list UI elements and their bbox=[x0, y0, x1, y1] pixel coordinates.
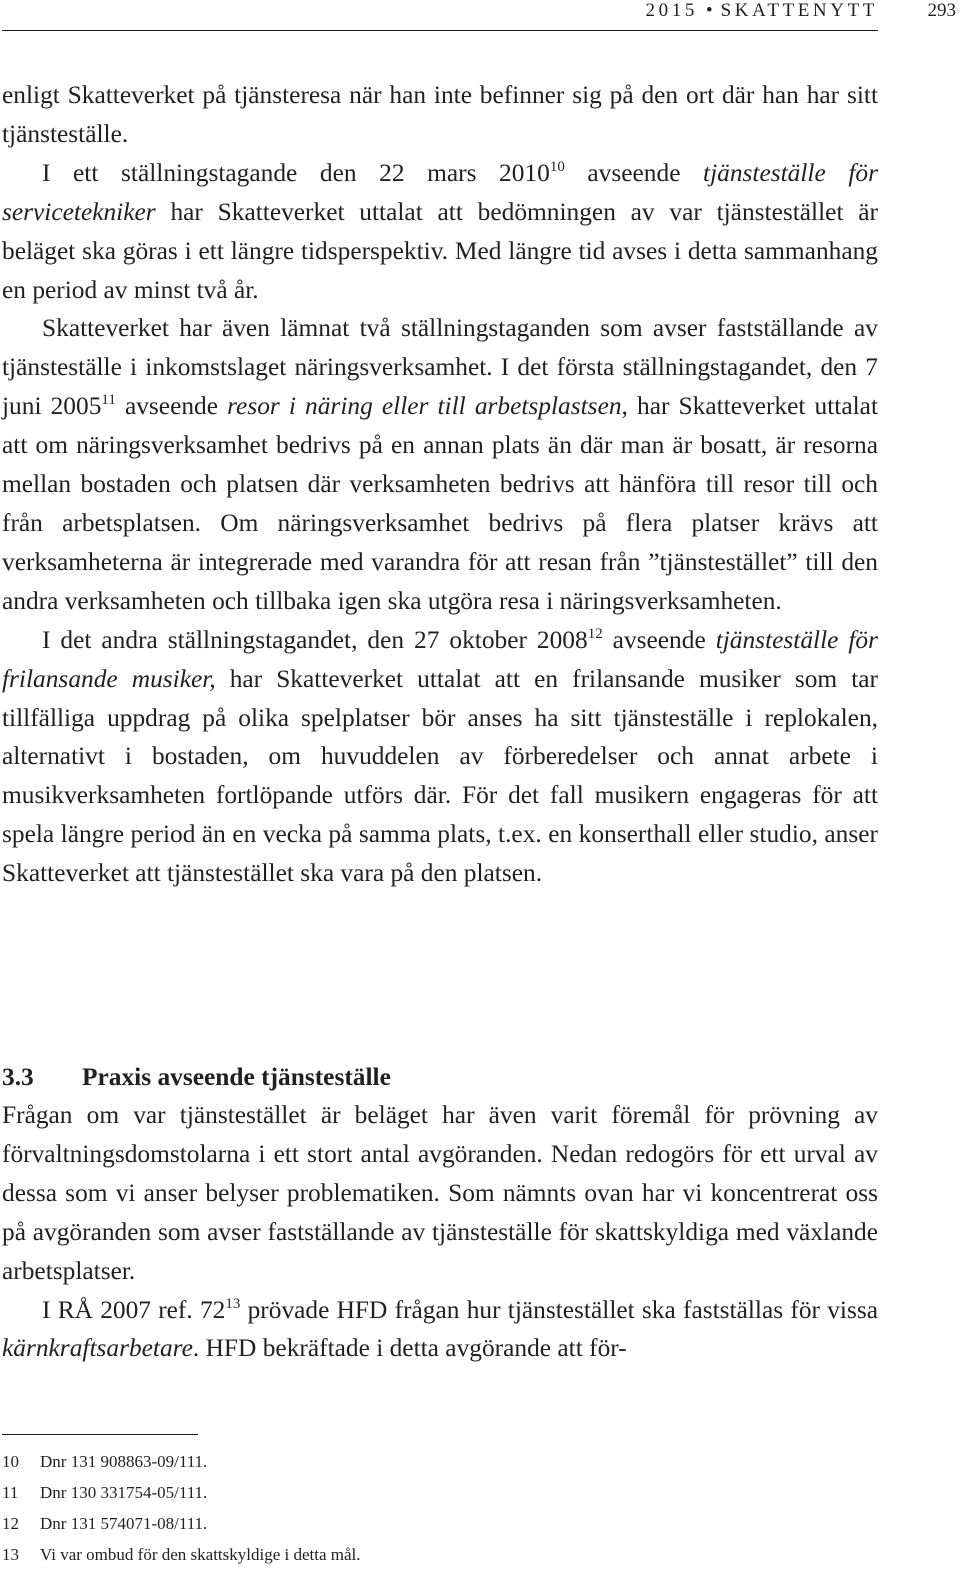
text-run: , har Skatteverket uttalat att om näringsverksamhet bedrivs på en annan plats än där man är bosatt, är resorna mellan bostaden och platsen där verksamheten bedrivs att hänföra till resor till och från arbetsplatsen. Om näringsverksamhet bedrivs på flera platser krävs att verksamheterna är integrerade med varandra för att resan från ”tjänstestället” till den andra verksamheten och tillbaka igen ska utgöra resa i näringsverksamheten. bbox=[2, 392, 878, 615]
text-run: Frågan om var tjänstestället är beläget har även varit föremål för prövning av förvaltningsdomstolarna i ett stort antal avgöranden. Nedan redogörs för ett urval av dessa som vi anser belyser problematiken. Som nämnts ovan har vi koncentrerat oss på avgöranden som avser fastställande av tjänsteställe för skattskyldiga med växlande arbetsplatser. bbox=[2, 1101, 878, 1285]
running-header bbox=[0, 0, 960, 30]
section-body bbox=[2, 1096, 878, 1368]
italic-run: kärnkraftsarbetare bbox=[2, 1334, 193, 1363]
italic-run: resor i näring eller till arbetsplastsen bbox=[227, 392, 622, 421]
body-text bbox=[2, 76, 878, 893]
italic-run: tjänsteställe för servicetekniker bbox=[2, 158, 878, 226]
footnote-ref: 10 bbox=[549, 158, 565, 175]
footnotes bbox=[2, 1446, 878, 1570]
text-run: prövade HFD frågan hur tjänstestället ska fastställas för vissa bbox=[240, 1295, 878, 1324]
text-run: enligt Skatteverket på tjänsteresa när han inte befinner sig på den ort där han har sitt tjänsteställe. bbox=[2, 81, 878, 148]
header-year: 2015 bbox=[645, 0, 698, 21]
text-run: I RÅ 2007 ref. 72 bbox=[42, 1295, 226, 1324]
footnote-number: 11 bbox=[2, 1483, 19, 1502]
paragraph bbox=[2, 1291, 878, 1369]
text-run: I det andra ställningstagandet, den 27 oktober 2008 bbox=[42, 625, 588, 654]
footnote-ref: 12 bbox=[587, 625, 603, 642]
page-number: 293 bbox=[927, 0, 956, 21]
footnote-ref: 13 bbox=[225, 1295, 241, 1312]
paragraph bbox=[2, 309, 878, 620]
text-run: har Skatteverket uttalat att bedömningen av var tjänstestället är beläget ska göras i ett längre tidsperspektiv. Med längre tid avses i detta sammanhang en period av minst två år. bbox=[2, 197, 878, 304]
header-rule bbox=[2, 30, 878, 31]
footnote bbox=[2, 1539, 878, 1570]
footnote bbox=[2, 1446, 878, 1477]
footnote-text: Dnr 131 574071-08/111. bbox=[40, 1514, 208, 1533]
text-run: avseende bbox=[602, 625, 716, 654]
paragraph bbox=[2, 76, 878, 154]
italic-run: tjänsteställe för frilansande musiker, bbox=[2, 625, 878, 693]
paragraph bbox=[2, 154, 878, 310]
footnote bbox=[2, 1508, 878, 1539]
paragraph bbox=[2, 1096, 878, 1291]
header-separator: • bbox=[705, 0, 713, 21]
footnote-ref: 11 bbox=[101, 392, 116, 409]
text-run: har Skatteverket uttalat att en frilansande musiker som tar tillfälliga uppdrag på olika spelplatser bör anses ha sitt tjänsteställe i replokalen, alternativt i bostaden, om huvuddelen av förberedelser och annat arbete i musikverksamheten fortlöpande utförs där. För det fall musikern engageras för att spela längre period än en vecka på samma plats, t.ex. en konserthall eller studio, anser Skatteverket att tjänstestället ska vara på den platsen. bbox=[2, 664, 878, 888]
running-title bbox=[646, 0, 878, 22]
footnote-text: Vi var ombud för den skattskyldige i detta mål. bbox=[40, 1545, 361, 1564]
text-run: avseende bbox=[564, 158, 704, 187]
section-title: Praxis avseende tjänsteställe bbox=[82, 1063, 391, 1091]
footnote bbox=[2, 1477, 878, 1508]
text-run: I ett ställningstagande den 22 mars 2010 bbox=[42, 158, 550, 187]
footnote-text: Dnr 130 331754-05/111. bbox=[40, 1483, 208, 1502]
footnote-rule bbox=[2, 1434, 198, 1435]
footnote-number: 10 bbox=[2, 1452, 19, 1471]
text-run: avseende bbox=[115, 392, 228, 421]
text-run: Skatteverket har även lämnat två ställningstaganden som avser fastställande av tjänsteställe i inkomstslaget näringsverksamhet. I det första ställningstagandet, den 7 juni 2005 bbox=[2, 314, 878, 421]
footnote-text: Dnr 131 908863-09/111. bbox=[40, 1452, 208, 1471]
header-journal: SKATTENYTT bbox=[720, 0, 878, 21]
paragraph bbox=[2, 621, 878, 893]
section-heading bbox=[2, 1058, 878, 1097]
footnote-number: 13 bbox=[2, 1545, 19, 1564]
section-number: 3.3 bbox=[2, 1063, 34, 1091]
text-run: . HFD bekräftade i detta avgörande att för- bbox=[192, 1334, 627, 1363]
footnote-number: 12 bbox=[2, 1514, 19, 1533]
